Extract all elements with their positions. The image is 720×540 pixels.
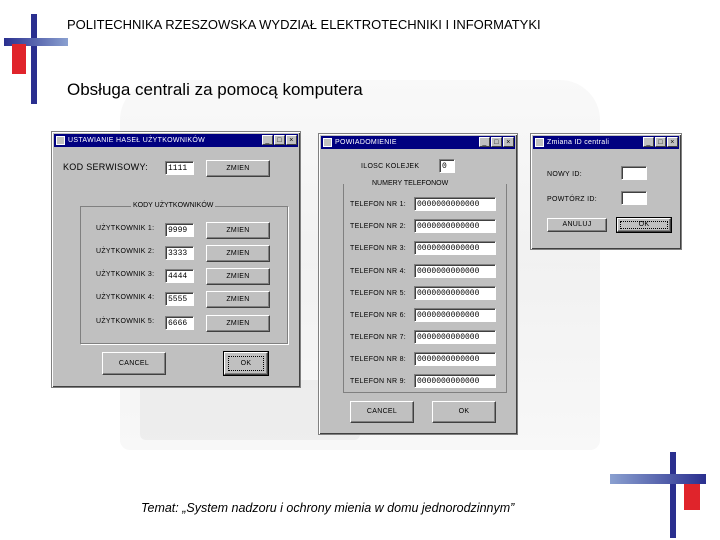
rounds-field[interactable]: 0 — [439, 159, 455, 173]
phone-6-field[interactable]: 0000000000000 — [414, 308, 496, 322]
phone-1-field[interactable]: 0000000000000 — [414, 197, 496, 211]
ok-button[interactable] — [617, 218, 671, 232]
cancel-button[interactable]: ANULUJ — [547, 218, 607, 232]
phone-2-label: TELEFON NR 2: — [350, 223, 407, 230]
phone-8-label: TELEFON NR 8: — [350, 356, 407, 363]
rounds-label: ILOSC KOLEJEK — [361, 163, 420, 170]
focus-rectangle — [620, 221, 668, 229]
new-id-field[interactable] — [621, 166, 647, 180]
phone-3-label: TELEFON NR 3: — [350, 245, 407, 252]
user-3-label: UŻYTKOWNIK 3: — [96, 271, 155, 278]
notification-title: POWIADOMIENIE — [335, 139, 397, 146]
user-codes-window — [51, 131, 301, 388]
change-id-titlebar[interactable] — [533, 136, 679, 149]
phone-9-label: TELEFON NR 9: — [350, 378, 407, 385]
service-code-change-button[interactable]: ZMIEN — [206, 160, 270, 177]
phone-7-label: TELEFON NR 7: — [350, 334, 407, 341]
user-4-label: UŻYTKOWNIK 4: — [96, 294, 155, 301]
maximize-button[interactable]: □ — [491, 137, 502, 147]
phone-8-field[interactable]: 0000000000000 — [414, 352, 496, 366]
focus-rectangle — [228, 356, 264, 371]
phone-4-field[interactable]: 0000000000000 — [414, 264, 496, 278]
notification-window — [318, 133, 518, 435]
notification-titlebar[interactable] — [321, 136, 515, 149]
ok-button[interactable] — [224, 352, 268, 375]
user-4-field[interactable]: 5555 — [165, 292, 194, 306]
user-codes-titlebar[interactable] — [54, 134, 298, 147]
maximize-button[interactable]: □ — [274, 135, 285, 145]
user-2-label: UŻYTKOWNIK 2: — [96, 248, 155, 255]
app-icon — [323, 138, 332, 147]
change-id-title: Zmiana ID centrali — [547, 139, 610, 146]
ok-button-label: OK — [638, 221, 650, 228]
minimize-button[interactable]: _ — [262, 135, 273, 145]
new-id-label: NOWY ID: — [547, 171, 582, 178]
decor-vertical-bar-top — [31, 14, 37, 104]
change-id-window — [530, 133, 682, 250]
user-3-field[interactable]: 4444 — [165, 269, 194, 283]
slide-title: Obsługa centrali za pomocą komputera — [67, 80, 363, 99]
service-code-field[interactable]: 1111 — [165, 161, 194, 175]
phones-group-label: NUMERY TELEFONOW — [372, 180, 449, 187]
phone-2-field[interactable]: 0000000000000 — [414, 219, 496, 233]
phone-5-label: TELEFON NR 5: — [350, 290, 407, 297]
service-code-label: KOD SERWISOWY: — [63, 162, 149, 172]
user-1-field[interactable]: 9999 — [165, 223, 194, 237]
slide-footer: Temat: „System nadzoru i ochrony mienia w domu jednorodzinnym” — [141, 501, 515, 515]
repeat-id-field[interactable] — [621, 191, 647, 205]
phone-1-label: TELEFON NR 1: — [350, 201, 407, 208]
phone-6-label: TELEFON NR 6: — [350, 312, 407, 319]
user-2-field[interactable]: 3333 — [165, 246, 194, 260]
user-2-change-button[interactable]: ZMIEN — [206, 245, 270, 262]
maximize-button[interactable]: □ — [655, 137, 666, 147]
cancel-button[interactable]: CANCEL — [102, 352, 166, 375]
user-4-change-button[interactable]: ZMIEN — [206, 291, 270, 308]
user-3-change-button[interactable]: ZMIEN — [206, 268, 270, 285]
close-button[interactable]: × — [503, 137, 514, 147]
app-icon — [56, 136, 65, 145]
user-1-label: UŻYTKOWNIK 1: — [96, 225, 155, 232]
user-5-label: UŻYTKOWNIK 5: — [96, 318, 155, 325]
decor-horizontal-bar-bottom — [610, 474, 706, 484]
close-button[interactable]: × — [667, 137, 678, 147]
ok-button-label: OK — [240, 360, 252, 367]
user-5-field[interactable]: 6666 — [165, 316, 194, 330]
phone-9-field[interactable]: 0000000000000 — [414, 374, 496, 388]
minimize-button[interactable]: _ — [479, 137, 490, 147]
decor-red-block-bottom — [684, 484, 700, 510]
app-icon — [535, 138, 544, 147]
user-5-change-button[interactable]: ZMIEN — [206, 315, 270, 332]
phone-3-field[interactable]: 0000000000000 — [414, 241, 496, 255]
close-button[interactable]: × — [286, 135, 297, 145]
minimize-button[interactable]: _ — [643, 137, 654, 147]
phone-4-label: TELEFON NR 4: — [350, 268, 407, 275]
user-1-change-button[interactable]: ZMIEN — [206, 222, 270, 239]
cancel-button[interactable]: CANCEL — [350, 401, 414, 423]
phone-5-field[interactable]: 0000000000000 — [414, 286, 496, 300]
user-codes-title: USTAWIANIE HASEŁ UŻYTKOWNIKÓW — [68, 137, 206, 144]
decor-red-block-top — [12, 44, 26, 74]
user-codes-group-label: KODY UŻYTKOWNIKÓW — [133, 202, 214, 209]
repeat-id-label: POWTÓRZ ID: — [547, 196, 597, 203]
slide-header: POLITECHNIKA RZESZOWSKA WYDZIAŁ ELEKTROTECHNIKI I INFORMATYKI — [67, 17, 541, 32]
ok-button[interactable]: OK — [432, 401, 496, 423]
phone-7-field[interactable]: 0000000000000 — [414, 330, 496, 344]
decor-vertical-bar-bottom — [670, 452, 676, 538]
